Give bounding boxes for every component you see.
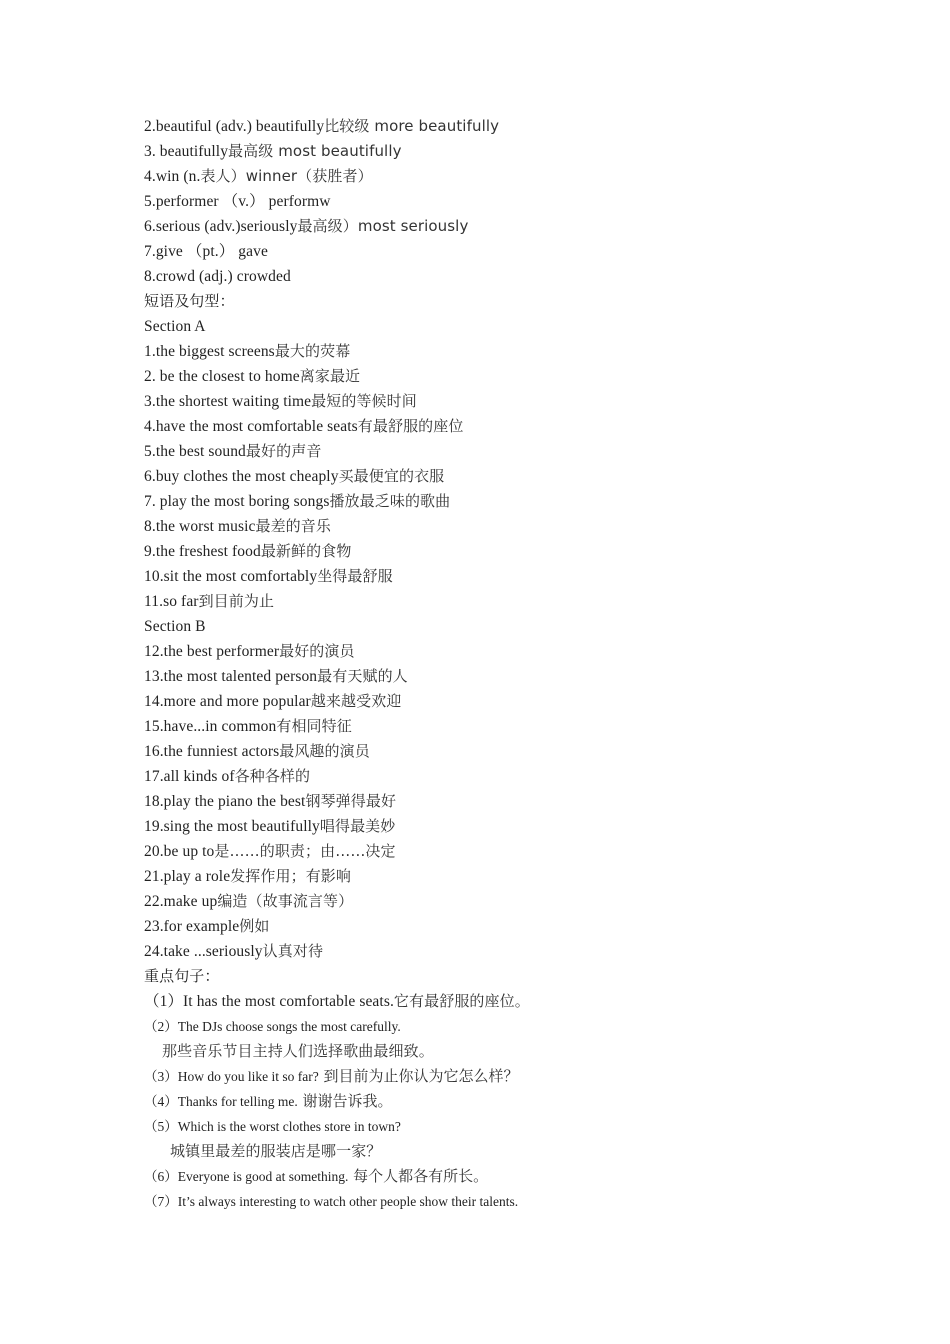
sentence-text: （3）How do you like it so far? (144, 1069, 319, 1084)
key-sentence (144, 1164, 784, 1189)
english-text: 22.make up (144, 893, 218, 910)
english-text: 5.the best sound (144, 443, 246, 460)
document-body (144, 114, 784, 1214)
sentence-translation: 那些音乐节目主持人们选择歌曲最细致。 (162, 1042, 434, 1060)
chinese-text: 短语及句型： (144, 292, 235, 310)
vocab-line (144, 139, 784, 164)
english-text: 3.the shortest waiting time (144, 393, 312, 410)
chinese-text: 越来越受欢迎 (310, 692, 402, 710)
english-text: 12.the best performer (144, 643, 280, 660)
chinese-text: 有相同特征 (276, 717, 352, 735)
section-heading (144, 289, 784, 314)
chinese-text: 编造（故事流言等） (217, 892, 354, 910)
english-text: Section B (144, 618, 206, 635)
vocab-line (144, 439, 784, 464)
vocab-line (144, 164, 784, 189)
key-sentence (144, 1089, 784, 1114)
vocab-line (144, 639, 784, 664)
vocab-line (144, 814, 784, 839)
chinese-text: 表人）winner（获胜者） (200, 167, 373, 185)
english-text: 18.play the piano the best (144, 793, 306, 810)
chinese-text: 坐得最舒服 (317, 567, 393, 585)
chinese-text: 最新鲜的食物 (260, 542, 352, 560)
english-text: 9.the freshest food (144, 543, 261, 560)
english-text: 24.take ...seriously (144, 943, 263, 960)
vocab-line (144, 464, 784, 489)
chinese-text: 最短的等候时间 (311, 392, 417, 410)
english-text: Section A (144, 318, 206, 335)
sentence-translation: 到目前为止你认为它怎么样？ (318, 1067, 519, 1085)
chinese-text: 播放最乏味的歌曲 (329, 492, 451, 510)
vocab-line (144, 339, 784, 364)
chinese-text: 比较级 more beautifully (324, 117, 500, 135)
chinese-text: 有最舒服的座位 (357, 417, 464, 435)
english-text: 5.performer （v.） performw (144, 193, 331, 210)
section-heading (144, 964, 784, 989)
vocab-line (144, 689, 784, 714)
chinese-text: 最好的演员 (279, 642, 355, 660)
vocab-line (144, 489, 784, 514)
chinese-text: 最好的声音 (245, 442, 322, 460)
english-text: 19.sing the most beautifully (144, 818, 320, 835)
sentence-translation: 谢谢告诉我。 (297, 1092, 393, 1110)
chinese-text: 最差的音乐 (255, 517, 331, 535)
chinese-text: 唱得最美妙 (319, 817, 396, 835)
english-text: 2.beautiful (adv.) beautifully (144, 118, 325, 135)
sentence-text: （5）Which is the worst clothes store in town? (144, 1119, 401, 1134)
vocab-line (144, 314, 784, 339)
vocab-line (144, 789, 784, 814)
sentence-translation: 它有最舒服的座位。 (393, 992, 530, 1010)
english-text: 7.give （pt.） gave (144, 243, 268, 260)
vocab-line (144, 839, 784, 864)
key-sentence (144, 1014, 784, 1039)
vocab-line (144, 764, 784, 789)
vocab-line (144, 364, 784, 389)
key-sentence (144, 1189, 784, 1214)
vocab-line (144, 539, 784, 564)
chinese-text: 最高级 most beautifully (228, 142, 402, 160)
key-sentence (144, 989, 784, 1014)
english-text: 6.buy clothes the most cheaply (144, 468, 339, 485)
chinese-text: 认真对待 (262, 942, 324, 960)
english-text: 4.have the most comfortable seats (144, 418, 358, 435)
key-sentence (144, 1139, 784, 1164)
chinese-text: 发挥作用；有影响 (230, 867, 352, 885)
vocab-line (144, 889, 784, 914)
english-text: 11.so far (144, 593, 199, 610)
chinese-text: 例如 (239, 917, 270, 935)
sentence-text: （1）It has the most comfortable seats. (144, 993, 394, 1010)
vocab-line (144, 589, 784, 614)
key-sentence (144, 1114, 784, 1139)
chinese-text: 离家最近 (299, 367, 361, 385)
english-text: 13.the most talented person (144, 668, 318, 685)
sentence-text: （4）Thanks for telling me. (144, 1094, 298, 1109)
vocab-line (144, 739, 784, 764)
sentence-text: （2）The DJs choose songs the most carefully. (144, 1019, 401, 1034)
chinese-text: 钢琴弹得最好 (305, 792, 397, 810)
chinese-text: 重点句子： (144, 967, 220, 985)
english-text: 1.the biggest screens (144, 343, 275, 360)
vocab-line (144, 614, 784, 639)
sentence-translation: 每个人都各有所长。 (348, 1167, 489, 1185)
english-text: 6.serious (adv.)seriously (144, 218, 298, 235)
english-text: 10.sit the most comfortably (144, 568, 318, 585)
english-text: 16.the funniest actors (144, 743, 280, 760)
english-text: 23.for example (144, 918, 240, 935)
vocab-line (144, 214, 784, 239)
vocab-line (144, 414, 784, 439)
english-text: 4.win (n. (144, 168, 201, 185)
chinese-text: 到目前为止 (198, 592, 275, 610)
chinese-text: 最大的荧幕 (274, 342, 351, 360)
sentence-translation: 城镇里最差的服装店是哪一家？ (170, 1142, 382, 1160)
vocab-line (144, 914, 784, 939)
vocab-line (144, 514, 784, 539)
english-text: 2. be the closest to home (144, 368, 300, 385)
english-text: 20.be up to (144, 843, 215, 860)
chinese-text: 最风趣的演员 (279, 742, 370, 760)
english-text: 14.more and more popular (144, 693, 311, 710)
english-text: 15.have...in common (144, 718, 277, 735)
english-text: 8.the worst music (144, 518, 256, 535)
vocab-line (144, 714, 784, 739)
vocab-line (144, 189, 784, 214)
vocab-line (144, 264, 784, 289)
vocab-line (144, 664, 784, 689)
sentence-text: （6）Everyone is good at something. (144, 1169, 349, 1184)
chinese-text: 各种各样的 (234, 767, 311, 785)
english-text: 3. beautifully (144, 143, 229, 160)
chinese-text: 是……的职责；由……决定 (214, 842, 396, 860)
vocab-line (144, 864, 784, 889)
vocab-line (144, 239, 784, 264)
english-text: 17.all kinds of (144, 768, 235, 785)
vocab-line (144, 939, 784, 964)
english-text: 7. play the most boring songs (144, 493, 330, 510)
english-text: 21.play a role (144, 868, 231, 885)
chinese-text: 最有天赋的人 (317, 667, 408, 685)
chinese-text: 最高级）most seriously (297, 217, 469, 235)
sentence-text: （7）It’s always interesting to watch other people show their talents. (144, 1194, 519, 1209)
vocab-line (144, 564, 784, 589)
key-sentence (144, 1039, 784, 1064)
chinese-text: 买最便宜的衣服 (338, 467, 445, 485)
vocab-line (144, 114, 784, 139)
english-text: 8.crowd (adj.) crowded (144, 268, 291, 285)
vocab-line (144, 389, 784, 414)
key-sentence (144, 1064, 784, 1089)
